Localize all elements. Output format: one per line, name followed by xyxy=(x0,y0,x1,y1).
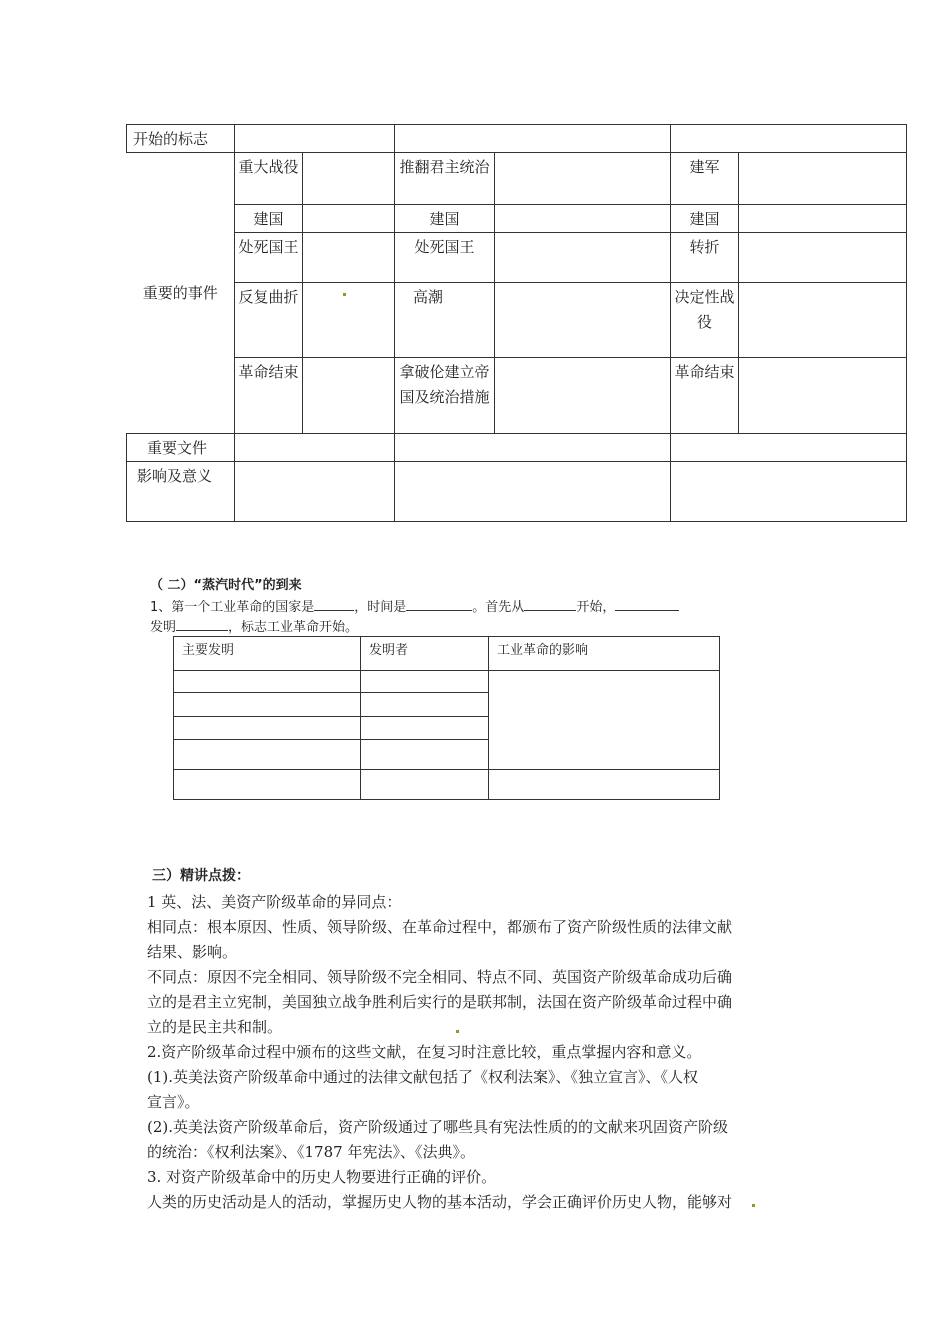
stray-dot xyxy=(752,1204,755,1207)
event-cell[interactable] xyxy=(495,205,671,233)
inventions-table xyxy=(173,636,720,800)
event-cell[interactable] xyxy=(739,283,907,358)
event-cell[interactable] xyxy=(303,358,395,434)
stray-dot xyxy=(456,1030,459,1033)
event-label-usa-2: 建国 xyxy=(395,205,495,233)
event-cell[interactable] xyxy=(303,153,395,205)
documents-label: 重要文件 xyxy=(127,434,235,462)
fill-in-line-1 xyxy=(150,596,679,615)
line1-text-c: 。首先从 xyxy=(472,600,525,615)
line1-text-b: ，时间是 xyxy=(354,600,407,615)
paragraph-line: (1).英美法资产阶级革命中通过的法律文献包括了《权利法案》、《独立宣言》、《人权 xyxy=(147,1068,699,1086)
impact-cell[interactable] xyxy=(489,671,720,770)
invention-cell[interactable] xyxy=(174,671,361,693)
start-sign-cell-2[interactable] xyxy=(395,125,671,153)
event-cell[interactable] xyxy=(739,233,907,283)
section2-title: （ 二）“蒸汽时代”的到来 xyxy=(150,578,302,593)
inventor-cell[interactable] xyxy=(361,770,489,800)
event-label-eng-4: 反复曲折 xyxy=(235,283,303,358)
inventor-cell[interactable] xyxy=(361,740,489,770)
paragraph-line: (2).英美法资产阶级革命后，资产阶级通过了哪些具有宪法性质的的文献来巩固资产阶级 xyxy=(147,1118,729,1136)
documents-cell-3[interactable] xyxy=(671,434,907,462)
line2-text-a: 发明 xyxy=(150,620,177,635)
inventor-cell[interactable] xyxy=(361,717,489,740)
impact-cell-1[interactable] xyxy=(235,462,395,522)
event-label-usa-4: 高潮 xyxy=(395,283,495,358)
fill-in-line-2 xyxy=(150,616,358,635)
paragraph-line: 相同点：根本原因、性质、领导阶级、在革命过程中，都颁布了资产阶级性质的法律文献 xyxy=(147,918,733,936)
event-label-usa-3: 处死国王 xyxy=(395,233,495,283)
event-label-usa-5: 拿破伦建立帝国及统治措施 xyxy=(395,358,495,434)
inventor-cell[interactable] xyxy=(361,671,489,693)
paragraph-line: 3. 对资产阶级革命中的历史人物要进行正确的评价。 xyxy=(147,1168,497,1186)
paragraph-line: 的统治：《权利法案》、《1787 年宪法》、《法典》。 xyxy=(147,1143,475,1161)
event-label-fra-5: 革命结束 xyxy=(671,358,739,434)
event-label-fra-4: 决定性战役 xyxy=(671,283,739,358)
section3-title: 三）精讲点拨： xyxy=(152,868,250,884)
blank-country[interactable] xyxy=(314,598,354,611)
event-cell[interactable] xyxy=(495,153,671,205)
event-cell[interactable] xyxy=(495,283,671,358)
paragraph-line: 人类的历史活动是人的活动，掌握历史人物的基本活动，学会正确评价历史人物，能够对 xyxy=(147,1193,733,1211)
invention-cell[interactable] xyxy=(174,740,361,770)
event-cell[interactable] xyxy=(739,205,907,233)
line2-text-b: ，标志工业革命开始。 xyxy=(228,620,359,635)
event-cell[interactable] xyxy=(303,233,395,283)
event-cell[interactable] xyxy=(303,283,395,358)
paragraph-line: 立的是民主共和制。 xyxy=(147,1018,283,1036)
paragraph-line: 1 英、法、美资产阶级革命的异同点： xyxy=(147,893,402,911)
invention-cell[interactable] xyxy=(174,693,361,717)
impact-cell-3[interactable] xyxy=(671,462,907,522)
line1-text-a: 1、第一个工业革命的国家是 xyxy=(150,600,315,615)
paragraph-line: 2.资产阶级革命过程中颁布的这些文献，在复习时注意比较，重点掌握内容和意义。 xyxy=(147,1043,702,1061)
event-cell[interactable] xyxy=(739,358,907,434)
blank-time[interactable] xyxy=(406,598,472,611)
paragraph-line: 宣言》。 xyxy=(147,1093,200,1111)
documents-cell-2[interactable] xyxy=(395,434,671,462)
event-cell[interactable] xyxy=(303,205,395,233)
event-cell[interactable] xyxy=(739,153,907,205)
blank-start-industry[interactable] xyxy=(524,598,576,611)
event-label-fra-2: 建国 xyxy=(671,205,739,233)
revolution-comparison-table xyxy=(126,124,907,522)
inventor-cell[interactable] xyxy=(361,693,489,717)
event-cell[interactable] xyxy=(495,233,671,283)
impact-label: 影响及意义 xyxy=(127,462,235,522)
event-label-eng-3: 处死国王 xyxy=(235,233,303,283)
event-label-eng-5: 革命结束 xyxy=(235,358,303,434)
start-sign-cell-3[interactable] xyxy=(671,125,907,153)
impact-cell-2[interactable] xyxy=(395,462,671,522)
event-label-fra-3: 转折 xyxy=(671,233,739,283)
blank-extra[interactable] xyxy=(615,598,679,611)
start-sign-cell-1[interactable] xyxy=(235,125,395,153)
important-events-label: 重要的事件 xyxy=(127,153,235,434)
invention-cell[interactable] xyxy=(174,770,361,800)
header-inventor: 发明者 xyxy=(361,637,489,671)
event-label-usa-1: 推翻君主统治 xyxy=(395,153,495,205)
event-cell[interactable] xyxy=(495,358,671,434)
stray-dot xyxy=(343,293,346,296)
paragraph-line: 立的是君主立宪制，美国独立战争胜利后实行的是联邦制，法国在资产阶级革命过程中确 xyxy=(147,993,733,1011)
impact-cell[interactable] xyxy=(489,770,720,800)
paragraph-line: 结果、影响。 xyxy=(147,943,238,961)
event-label-eng-1: 重大战役 xyxy=(235,153,303,205)
start-sign-label: 开始的标志 xyxy=(127,125,235,153)
event-label-fra-1: 建军 xyxy=(671,153,739,205)
documents-cell-1[interactable] xyxy=(235,434,395,462)
invention-cell[interactable] xyxy=(174,717,361,740)
header-impact: 工业革命的影响 xyxy=(489,637,720,671)
blank-invention[interactable] xyxy=(176,618,228,631)
event-label-eng-2: 建国 xyxy=(235,205,303,233)
header-invention: 主要发明 xyxy=(174,637,361,671)
line1-text-d: 开始， xyxy=(576,600,616,615)
paragraph-line: 不同点：原因不完全相同、领导阶级不完全相同、特点不同、英国资产阶级革命成功后确 xyxy=(147,968,733,986)
